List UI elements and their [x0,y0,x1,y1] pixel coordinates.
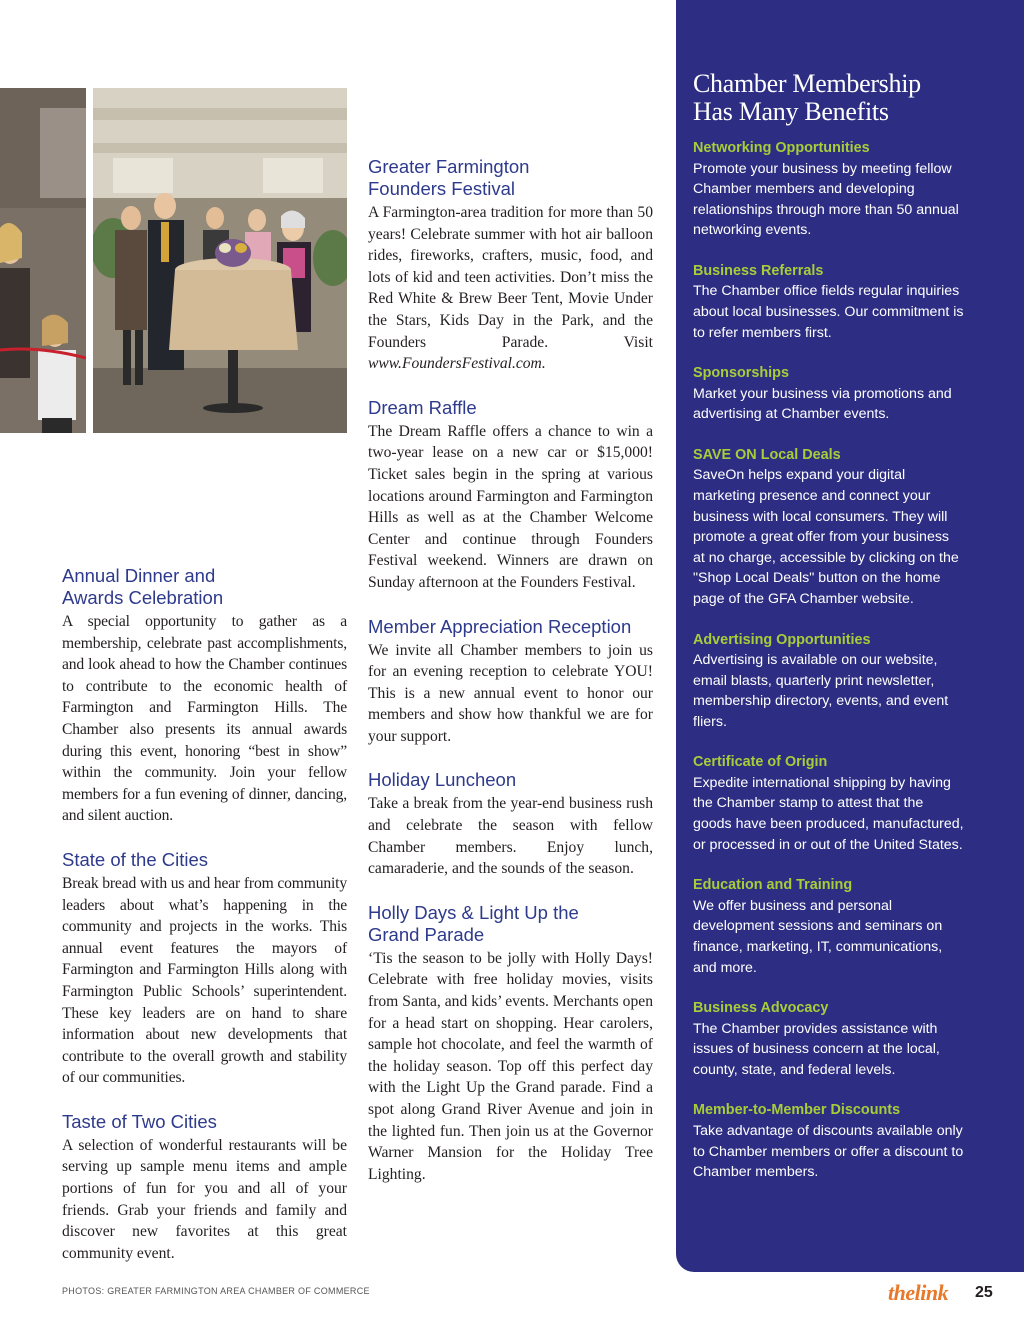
benefit-title: Member-to-Member Discounts [693,1102,901,1119]
benefit-title: Networking Opportunities [693,140,870,156]
benefit-discounts [693,1100,964,1182]
benefit-title: Business Advocacy [693,1000,829,1017]
benefit-sponsorships [693,363,964,425]
benefit-title: Sponsorships [693,365,789,382]
benefit-body: Take advantage of discounts available only to Chamber members or offer a discount to Chamber members. [693,1122,964,1181]
benefit-body: Advertising is available on our website, email blasts, quarterly print newsletter, membership directory, events, and event fliers. [693,652,949,730]
benefit-networking [693,138,964,241]
benefit-body: We offer business and personal development sessions and seminars on finance, marketing, IT, communications, and more. [693,897,943,976]
member-appreciation-body: We invite all Chamber members to join us for an evening reception to celebrate YOU! This is a new annual event to honor our members and show how thankful we are for your support. [368,641,653,745]
holiday-luncheon-section [368,769,653,879]
dream-raffle-heading: Dream Raffle [368,396,477,418]
dream-raffle-section [368,397,653,594]
taste-body: A selection of wonderful restaurants will be serving up sample menu items and ample portions of fun for you and all of your friends. Grab your friends and family and discover new favorites at this great community event. [62,1136,347,1262]
annual-dinner-section [62,565,347,827]
benefit-body: The Chamber provides assistance with issues of business concern at the local, county, state, and federal levels. [693,1020,940,1078]
founders-festival-link[interactable]: www.FoundersFestival.com. [368,355,546,373]
thelink-logo: thelink [888,1280,949,1305]
annual-dinner-body: A special opportunity to gather as a membership, celebrate past accomplishments, and look ahead to how the Chamber continues to contribute to the economic health of Farmington and Farmington Hills. The Chamber also presents its annual awards during this event, honoring “best in show” within the community. Join your fellow members for a fun evening of dinner, dancing, and silent auction. [62,613,347,825]
benefit-title: Education and Training [693,877,853,894]
benefit-advertising [693,630,964,733]
middle-column [368,156,653,1207]
group-reception-photo [93,88,347,433]
benefit-body: Expedite international shipping by having the Chamber stamp to attest that the goods have been produced, manufactured, or processed in or out of the United States. [693,774,964,853]
benefit-body: SaveOn helps expand your digital marketing presence and connect your business with local consumers. They will promote a great offer from your business at no charge, accessible by clicking on the "Shop Local Deals" button on the home page of the GFA Chamber website. [693,467,959,607]
member-appreciation-heading: Member Appreciation Reception [368,615,632,637]
benefit-title: Certificate of Origin [693,754,828,771]
benefit-referrals [693,261,964,343]
sidebar-title: Chamber Membership Has Many Benefits [693,69,921,126]
annual-dinner-heading: Annual Dinner and Awards Celebration [62,565,224,608]
taste-section [62,1111,347,1265]
holly-days-section [368,902,653,1186]
founders-festival-section [368,156,653,375]
holiday-luncheon-heading: Holiday Luncheon [368,769,517,791]
benefit-title: Advertising Opportunities [693,631,871,648]
benefit-certificate [693,752,964,855]
membership-benefits-sidebar [676,0,1024,1272]
ribbon-cutting-photo [0,88,86,433]
benefit-body: Market your business via promotions and advertising at Chamber events. [693,385,952,423]
benefit-title: SAVE ON Local Deals [693,446,841,463]
benefit-save-on [693,445,964,610]
taste-heading: Taste of Two Cities [62,1110,217,1132]
founders-festival-heading: Greater Farmington Founders Festival [368,156,530,199]
benefit-body: Promote your business by meeting fellow Chamber members and developing relationships through more than 50 annual networking events. [693,160,959,239]
photo-credit: PHOTOS: GREATER FARMINGTON AREA CHAMBER OF COMMERCE [62,1286,370,1296]
benefit-title: Business Referrals [693,262,824,279]
page-number: 25 [975,1284,993,1301]
benefit-body: The Chamber office fields regular inquiries about local businesses. Our commitment is to refer members first. [693,283,964,341]
holly-days-body: ‘Tis the season to be jolly with Holly Days! Celebrate with free holiday movies, visits from Santa, and kids’ events. Merchants open for a head start on shopping. Hear carolers, sample hot chocolate, and feel the warmth of the holiday season. Top off this perfect day with the Light Up the Grand parade. Find a spot along Grand River Avenue and join in the lighted fun. Then join us at the Governor Warner Mansion for the Holiday Tree Lighting. [368,949,653,1183]
state-of-cities-body: Break bread with us and hear from community leaders about what’s happening in the community and projects in the works. This annual event features the mayors of Farmington and Farmington Hills along with Farmington Public Schools’ superintendent. These key leaders are on hand to share information about new developments that contribute to the overall growth and stability of our communities. [62,874,347,1087]
holly-days-heading: Holly Days & Light Up the Grand Parade [368,901,579,945]
state-of-cities-heading: State of the Cities [62,848,209,870]
founders-festival-body: A Farmington-area tradition for more than 50 years! Celebrate summer with hot air balloon rides, fireworks, crafters, music, food, and lots of kid and teen activities. Don’t miss the Red White & Brew Beer Tent, Movie Under the Stars, Kids Day in the Park, and the Founders Parade. Visit www.FoundersFestival.com. [368,204,653,373]
left-column [62,565,347,1286]
benefit-advocacy [693,998,964,1080]
holiday-luncheon-body: Take a break from the year-end business rush and celebrate the season with fellow Chamber members. Enjoy lunch, camaraderie, and the sounds of the season. [368,795,653,878]
state-of-cities-section [62,849,347,1089]
dream-raffle-body: The Dream Raffle offers a chance to win a two-year lease on a new car or $15,000! Ticket sales begin in the spring at various locations around Farmington and Farmington Hills as well as at the Chamber Welcome Center and continue through Founders Festival weekend. Winners are drawn on Sunday afternoon at the Founders Festival. [368,422,653,591]
member-appreciation-section [368,616,653,748]
benefit-education [693,875,964,978]
